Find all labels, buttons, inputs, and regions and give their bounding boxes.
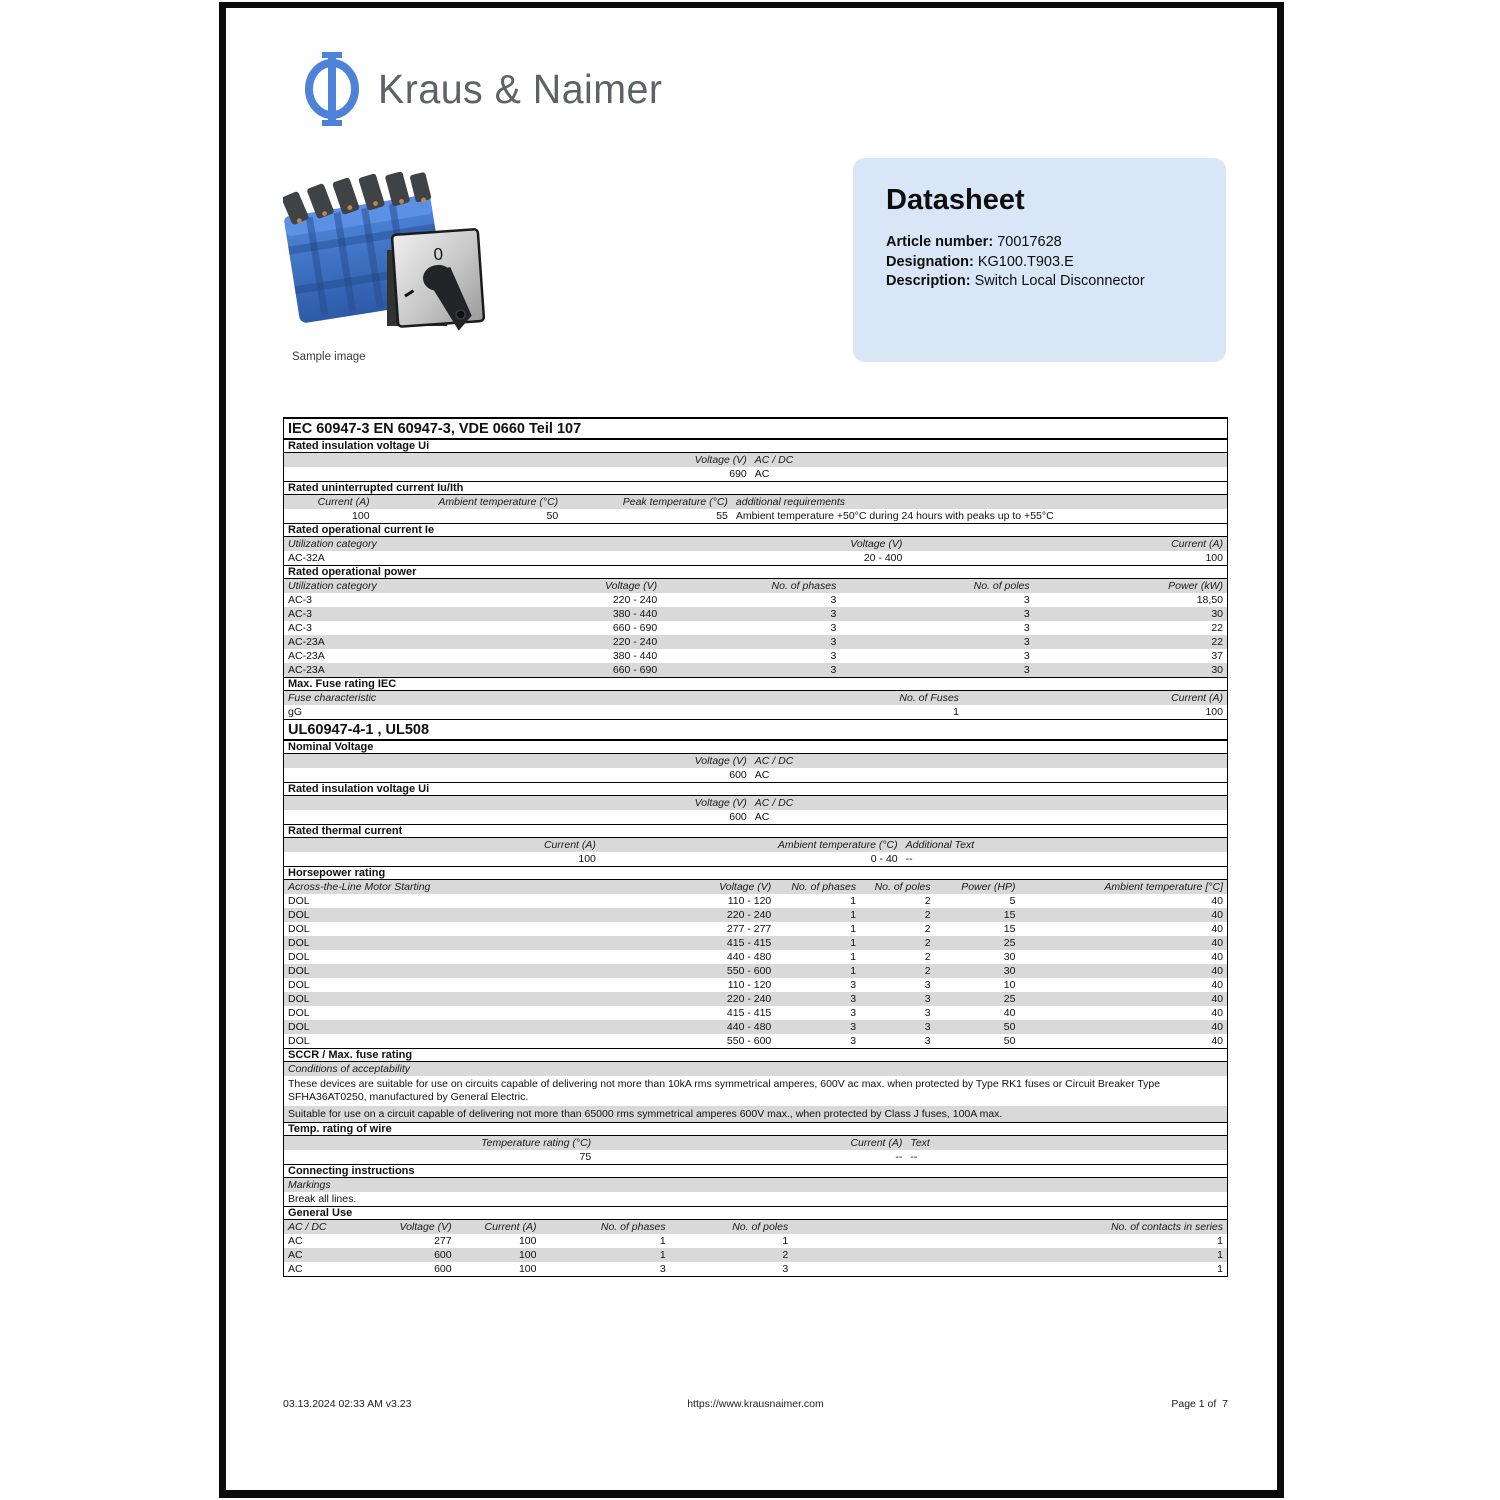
table-cell: Horsepower rating	[288, 867, 386, 879]
table-cell: DOL	[288, 1021, 310, 1033]
table-cell: 550 - 600	[726, 1035, 772, 1047]
table-row	[284, 852, 1227, 866]
table-section-header	[284, 418, 1227, 439]
table-cell: Temp. rating of wire	[288, 1123, 392, 1136]
table-cell: SCCR / Max. fuse rating	[288, 1049, 413, 1061]
table-subsection-header	[284, 782, 1227, 796]
table-subsection-header	[284, 1164, 1227, 1178]
table-cell: 380 - 440	[612, 650, 658, 662]
table-cell: 3	[850, 993, 857, 1005]
table-subsection-header	[284, 866, 1227, 880]
table-cell: 0 - 40	[870, 853, 898, 865]
table-column-header-row	[284, 495, 1227, 509]
table-cell: 15	[1003, 923, 1016, 935]
table-row	[284, 593, 1227, 607]
table-cell: DOL	[288, 909, 310, 921]
table-column-header-row	[284, 537, 1227, 551]
table-cell: 75	[579, 1151, 592, 1164]
table-cell: 600	[729, 769, 747, 781]
table-column-header-row	[284, 754, 1227, 768]
table-cell: 50	[1003, 1035, 1016, 1047]
table-row	[284, 964, 1227, 978]
table-cell: IEC 60947-3 EN 60947-3, VDE 0660 Teil 107	[288, 420, 582, 437]
table-cell: 3	[830, 622, 837, 634]
brand-logo	[299, 52, 674, 126]
table-subsection-header	[284, 1048, 1227, 1062]
table-row	[284, 1192, 1227, 1206]
table-row	[284, 509, 1227, 523]
table-cell: Current (A)	[484, 1221, 537, 1234]
table-row	[284, 551, 1227, 565]
table-cell: Connecting instructions	[288, 1165, 415, 1178]
table-cell: AC-3	[288, 622, 312, 634]
article-number-value: 70017628	[997, 234, 1062, 250]
table-cell: 50	[546, 510, 559, 522]
table-cell: DOL	[288, 937, 310, 949]
table-cell: No. of phases	[771, 580, 837, 592]
table-cell: AC	[754, 468, 770, 480]
table-cell: Current (A)	[317, 496, 370, 508]
table-column-header-row	[284, 1136, 1227, 1150]
table-cell: 30	[1211, 664, 1223, 676]
table-cell: 3	[1023, 664, 1030, 676]
table-cell: 40	[1211, 965, 1223, 977]
table-cell: 55	[716, 510, 728, 522]
table-cell: 3	[924, 979, 931, 991]
table-cell: Markings	[288, 1179, 331, 1192]
table-cell: 220 - 240	[612, 594, 658, 606]
table-cell: DOL	[288, 923, 310, 935]
table-cell: 2	[924, 895, 931, 907]
article-number-field	[886, 233, 1206, 253]
table-cell: 2	[924, 937, 931, 949]
table-column-header-row	[284, 691, 1227, 705]
table-subsection-header	[284, 1122, 1227, 1136]
table-cell: 22	[1211, 636, 1223, 648]
table-cell: 1	[850, 923, 857, 935]
table-column-header-row	[284, 1178, 1227, 1192]
table-cell: Power (HP)	[961, 881, 1016, 893]
table-cell: 3	[830, 608, 837, 620]
table-cell: 600	[434, 1263, 452, 1276]
table-cell: 220 - 240	[726, 993, 772, 1005]
table-cell: --	[895, 1151, 903, 1164]
page-frame-bottom	[219, 1490, 1284, 1498]
table-cell: Rated uninterrupted current Iu/Ith	[288, 482, 464, 494]
table-cell: 1	[1217, 1235, 1223, 1248]
table-row	[284, 1262, 1227, 1276]
table-cell: Rated insulation voltage Ui	[288, 440, 430, 452]
table-cell: AC	[754, 811, 770, 823]
table-cell: 3	[1023, 594, 1030, 606]
table-cell: 37	[1211, 650, 1223, 662]
table-cell: 40	[1211, 979, 1223, 991]
table-column-header-row	[284, 453, 1227, 467]
table-cell: 1	[850, 909, 857, 921]
table-cell: AC-23A	[288, 650, 325, 662]
table-cell: AC-23A	[288, 636, 325, 648]
table-row	[284, 768, 1227, 782]
table-row	[284, 936, 1227, 950]
article-number-label: Article number:	[886, 234, 994, 250]
table-row	[284, 621, 1227, 635]
table-cell: 550 - 600	[726, 965, 772, 977]
page-footer	[283, 1398, 1228, 1410]
table-cell: Utilization category	[288, 580, 377, 592]
table-cell: DOL	[288, 993, 310, 1005]
table-column-header-row	[284, 838, 1227, 852]
table-cell: Nominal Voltage	[288, 741, 374, 753]
table-row	[284, 635, 1227, 649]
table-cell: 1	[850, 895, 857, 907]
table-row	[284, 908, 1227, 922]
table-cell: 10	[1003, 979, 1016, 991]
table-cell: 3	[1023, 622, 1030, 634]
table-cell: 3	[1023, 636, 1030, 648]
table-cell: Ambient temperature (°C)	[438, 496, 559, 508]
table-column-header-row	[284, 1062, 1227, 1076]
footer-date-version: 03.13.2024 02:33 AM v3.23	[283, 1398, 412, 1410]
table-row	[284, 705, 1227, 719]
table-cell: 20 - 400	[863, 552, 903, 564]
table-cell: 25	[1003, 993, 1016, 1005]
table-cell: Text	[910, 1137, 930, 1150]
table-cell: 3	[850, 1021, 857, 1033]
table-cell: 110 - 120	[727, 895, 772, 907]
table-cell: No. of phases	[600, 1221, 666, 1234]
table-cell: --	[905, 853, 913, 865]
designation-label: Designation:	[886, 253, 974, 270]
table-cell: Conditions of acceptability	[288, 1063, 410, 1075]
table-cell: Ambient temperature (°C)	[777, 839, 898, 851]
table-cell: AC / DC	[754, 454, 794, 466]
table-cell: 1	[850, 951, 857, 963]
table-cell: 110 - 120	[727, 979, 772, 991]
description-field	[886, 272, 1206, 292]
table-cell: No. of Fuses	[899, 692, 959, 704]
sample-image-caption: Sample image	[292, 351, 366, 363]
table-cell: 415 - 415	[726, 937, 772, 949]
table-cell: 100	[352, 510, 370, 522]
table-cell: 3	[659, 1263, 666, 1276]
svg-text:0: 0	[432, 244, 444, 265]
table-cell: Max. Fuse rating IEC	[288, 678, 397, 690]
table-cell: 40	[1211, 937, 1223, 949]
table-cell: AC-3	[288, 594, 312, 606]
table-cell: AC	[288, 1263, 303, 1276]
table-cell: Break all lines.	[288, 1193, 357, 1206]
table-cell: 2	[782, 1249, 789, 1262]
table-subsection-header	[284, 1206, 1227, 1220]
table-cell: DOL	[288, 1035, 310, 1047]
table-cell: No. of poles	[973, 580, 1030, 592]
table-section-header	[284, 719, 1227, 740]
table-cell: Ambient temperature +50°C during 24 hours with peaks up to +55°C	[735, 510, 1054, 522]
table-cell: Voltage (V)	[399, 1221, 452, 1234]
description-label: Description:	[886, 273, 971, 289]
table-cell: DOL	[288, 979, 310, 991]
table-cell: Temperature rating (°C)	[481, 1137, 592, 1150]
table-row	[284, 992, 1227, 1006]
table-cell: 2	[924, 923, 931, 935]
table-cell: 1	[782, 1235, 789, 1248]
table-cell: AC-32A	[288, 552, 325, 564]
table-row	[284, 649, 1227, 663]
table-row	[284, 1234, 1227, 1248]
table-cell: 25	[1003, 937, 1016, 949]
table-subsection-header	[284, 439, 1227, 453]
table-cell: 40	[1211, 1021, 1223, 1033]
table-text-row	[284, 1076, 1227, 1106]
table-cell: 100	[518, 1235, 537, 1248]
table-cell: No. of phases	[791, 881, 857, 893]
table-row	[284, 1034, 1227, 1048]
table-cell: 100	[1205, 552, 1223, 564]
table-cell: 22	[1211, 622, 1223, 634]
table-row	[284, 978, 1227, 992]
datasheet-info-box	[853, 158, 1226, 362]
table-cell: 3	[1023, 650, 1030, 662]
table-cell: Additional Text	[905, 839, 975, 851]
table-cell: 40	[1211, 909, 1223, 921]
table-cell: 2	[924, 965, 931, 977]
table-cell: Current (A)	[543, 839, 596, 851]
table-cell: 18,50	[1196, 594, 1223, 606]
table-cell: 660 - 690	[612, 664, 658, 676]
table-cell: DOL	[288, 951, 310, 963]
table-subsection-header	[284, 523, 1227, 537]
table-cell: 40	[1211, 993, 1223, 1005]
table-cell: 220 - 240	[612, 636, 658, 648]
table-row	[284, 663, 1227, 677]
table-cell: DOL	[288, 1007, 310, 1019]
page-frame-left	[219, 2, 226, 1497]
table-row	[284, 922, 1227, 936]
table-cell: additional requirements	[735, 496, 846, 508]
table-cell: AC / DC	[288, 1221, 327, 1234]
table-cell: 3	[782, 1263, 789, 1276]
table-cell: Across-the-Line Motor Starting	[288, 881, 431, 893]
table-subsection-header	[284, 481, 1227, 495]
table-cell: 50	[1003, 1021, 1016, 1033]
table-cell: 3	[830, 636, 837, 648]
table-cell: 440 - 480	[726, 1021, 772, 1033]
table-cell: 440 - 480	[726, 951, 772, 963]
table-cell: Rated operational power	[288, 566, 417, 578]
table-row	[284, 1150, 1227, 1164]
table-column-header-row	[284, 1220, 1227, 1234]
table-row	[284, 1020, 1227, 1034]
table-cell: 1	[953, 706, 959, 718]
table-cell: 3	[850, 1035, 857, 1047]
table-cell: 5	[1009, 895, 1016, 907]
table-cell: 3	[924, 1021, 931, 1033]
table-cell: Voltage (V)	[694, 797, 747, 809]
table-cell: 3	[924, 993, 931, 1005]
table-cell: 1	[1217, 1263, 1223, 1276]
table-cell: 1	[850, 965, 857, 977]
table-cell: Peak temperature (°C)	[622, 496, 728, 508]
table-cell: Voltage (V)	[605, 580, 658, 592]
datasheet-title: Datasheet	[886, 184, 1025, 216]
table-column-header-row	[284, 880, 1227, 894]
table-cell: 3	[850, 979, 857, 991]
table-cell: Fuse characteristic	[288, 692, 377, 704]
table-row	[284, 467, 1227, 481]
designation-field	[886, 253, 1206, 273]
table-cell: 690	[729, 468, 747, 480]
table-cell: 277 - 277	[726, 923, 772, 935]
table-cell: 100	[1205, 706, 1223, 718]
table-cell: 40	[1211, 951, 1223, 963]
table-row	[284, 607, 1227, 621]
table-row	[284, 950, 1227, 964]
table-cell: Voltage (V)	[694, 454, 747, 466]
table-column-header-row	[284, 796, 1227, 810]
table-cell: These devices are suitable for use on circuits capable of delivering not more than 10kA rms symmetrical amperes, 600V ac max. when protected by Type RK1 fuses or Circuit Breaker Type SFHA36AT0250, manufactured by General Electric.	[288, 1078, 1161, 1103]
table-column-header-row	[284, 579, 1227, 593]
table-cell: --	[910, 1151, 918, 1164]
table-cell: Current (A)	[1171, 538, 1223, 550]
brand-name: Kraus & Naimer	[378, 65, 663, 112]
page-frame-right	[1277, 2, 1284, 1497]
table-cell: 3	[830, 664, 837, 676]
table-subsection-header	[284, 565, 1227, 579]
table-cell: 2	[924, 909, 931, 921]
table-cell: No. of contacts in series	[1110, 1221, 1223, 1234]
table-cell: 100	[518, 1263, 537, 1276]
table-cell: 660 - 690	[612, 622, 658, 634]
table-cell: 220 - 240	[726, 909, 772, 921]
table-cell: 1	[659, 1249, 666, 1262]
table-cell: 30	[1003, 965, 1016, 977]
phi-logo-icon	[299, 52, 365, 126]
table-cell: 40	[1211, 1007, 1223, 1019]
table-cell: AC	[288, 1249, 303, 1262]
table-cell: 415 - 415	[726, 1007, 772, 1019]
table-cell: 15	[1003, 909, 1016, 921]
table-cell: 3	[830, 594, 837, 606]
table-cell: 30	[1211, 608, 1223, 620]
spec-table	[283, 417, 1228, 1277]
table-subsection-header	[284, 824, 1227, 838]
table-text-row	[284, 1106, 1227, 1123]
table-cell: Ambient temperature [°C]	[1104, 881, 1223, 893]
table-cell: Power (kW)	[1168, 580, 1223, 592]
table-cell: Utilization category	[288, 538, 377, 550]
table-cell: 1	[850, 937, 857, 949]
table-cell: AC-3	[288, 608, 312, 620]
footer-page-number: Page 1 of 7	[1171, 1398, 1228, 1410]
table-cell: 3	[924, 1007, 931, 1019]
table-cell: 3	[850, 1007, 857, 1019]
product-sample-image	[283, 172, 485, 344]
table-cell: 100	[578, 853, 596, 865]
description-value: Switch Local Disconnector	[974, 273, 1145, 289]
table-cell: General Use	[288, 1207, 353, 1220]
table-cell: AC / DC	[754, 755, 794, 767]
table-cell: Rated thermal current	[288, 825, 403, 837]
table-subsection-header	[284, 740, 1227, 754]
table-cell: 30	[1003, 951, 1016, 963]
table-cell: Rated operational current Ie	[288, 524, 435, 536]
table-cell: No. of poles	[874, 881, 931, 893]
table-cell: AC-23A	[288, 664, 325, 676]
table-row	[284, 1006, 1227, 1020]
table-cell: Current (A)	[850, 1137, 903, 1150]
footer-url: https://www.krausnaimer.com	[687, 1398, 824, 1410]
table-cell: 600	[729, 811, 747, 823]
table-cell: Voltage (V)	[850, 538, 903, 550]
table-cell: 100	[518, 1249, 537, 1262]
table-cell: 380 - 440	[612, 608, 658, 620]
table-cell: 40	[1211, 923, 1223, 935]
table-cell: gG	[288, 706, 303, 718]
table-row	[284, 810, 1227, 824]
table-cell: 2	[924, 951, 931, 963]
table-cell: AC	[288, 1235, 303, 1248]
table-cell: 1	[659, 1235, 666, 1248]
table-cell: AC / DC	[754, 797, 794, 809]
table-cell: Voltage (V)	[694, 755, 747, 767]
table-subsection-header	[284, 677, 1227, 691]
table-cell: 40	[1003, 1007, 1016, 1019]
table-cell: Rated insulation voltage Ui	[288, 783, 430, 795]
table-cell: DOL	[288, 895, 310, 907]
table-cell: DOL	[288, 965, 310, 977]
table-row	[284, 1248, 1227, 1262]
table-cell: 3	[1023, 608, 1030, 620]
table-cell: 1	[1217, 1249, 1223, 1262]
designation-value: KG100.T903.E	[977, 253, 1074, 270]
table-cell: 600	[434, 1249, 452, 1262]
table-cell: 40	[1211, 895, 1223, 907]
table-row	[284, 894, 1227, 908]
table-cell: Suitable for use on a circuit capable of delivering not more than 65000 rms symmetrical amperes 600V max., when protected by Class J fuses, 100A max.	[288, 1107, 1003, 1120]
table-cell: Voltage (V)	[719, 881, 772, 893]
table-cell: UL60947-4-1 , UL508	[288, 721, 430, 738]
table-cell: 3	[924, 1035, 931, 1047]
table-cell: AC	[754, 769, 770, 781]
table-cell: No. of poles	[732, 1221, 789, 1234]
table-cell: 40	[1211, 1035, 1223, 1047]
page-frame-top	[219, 2, 1284, 8]
table-cell: 3	[830, 650, 837, 662]
table-cell: 277	[434, 1235, 452, 1248]
table-cell: Current (A)	[1171, 692, 1223, 704]
